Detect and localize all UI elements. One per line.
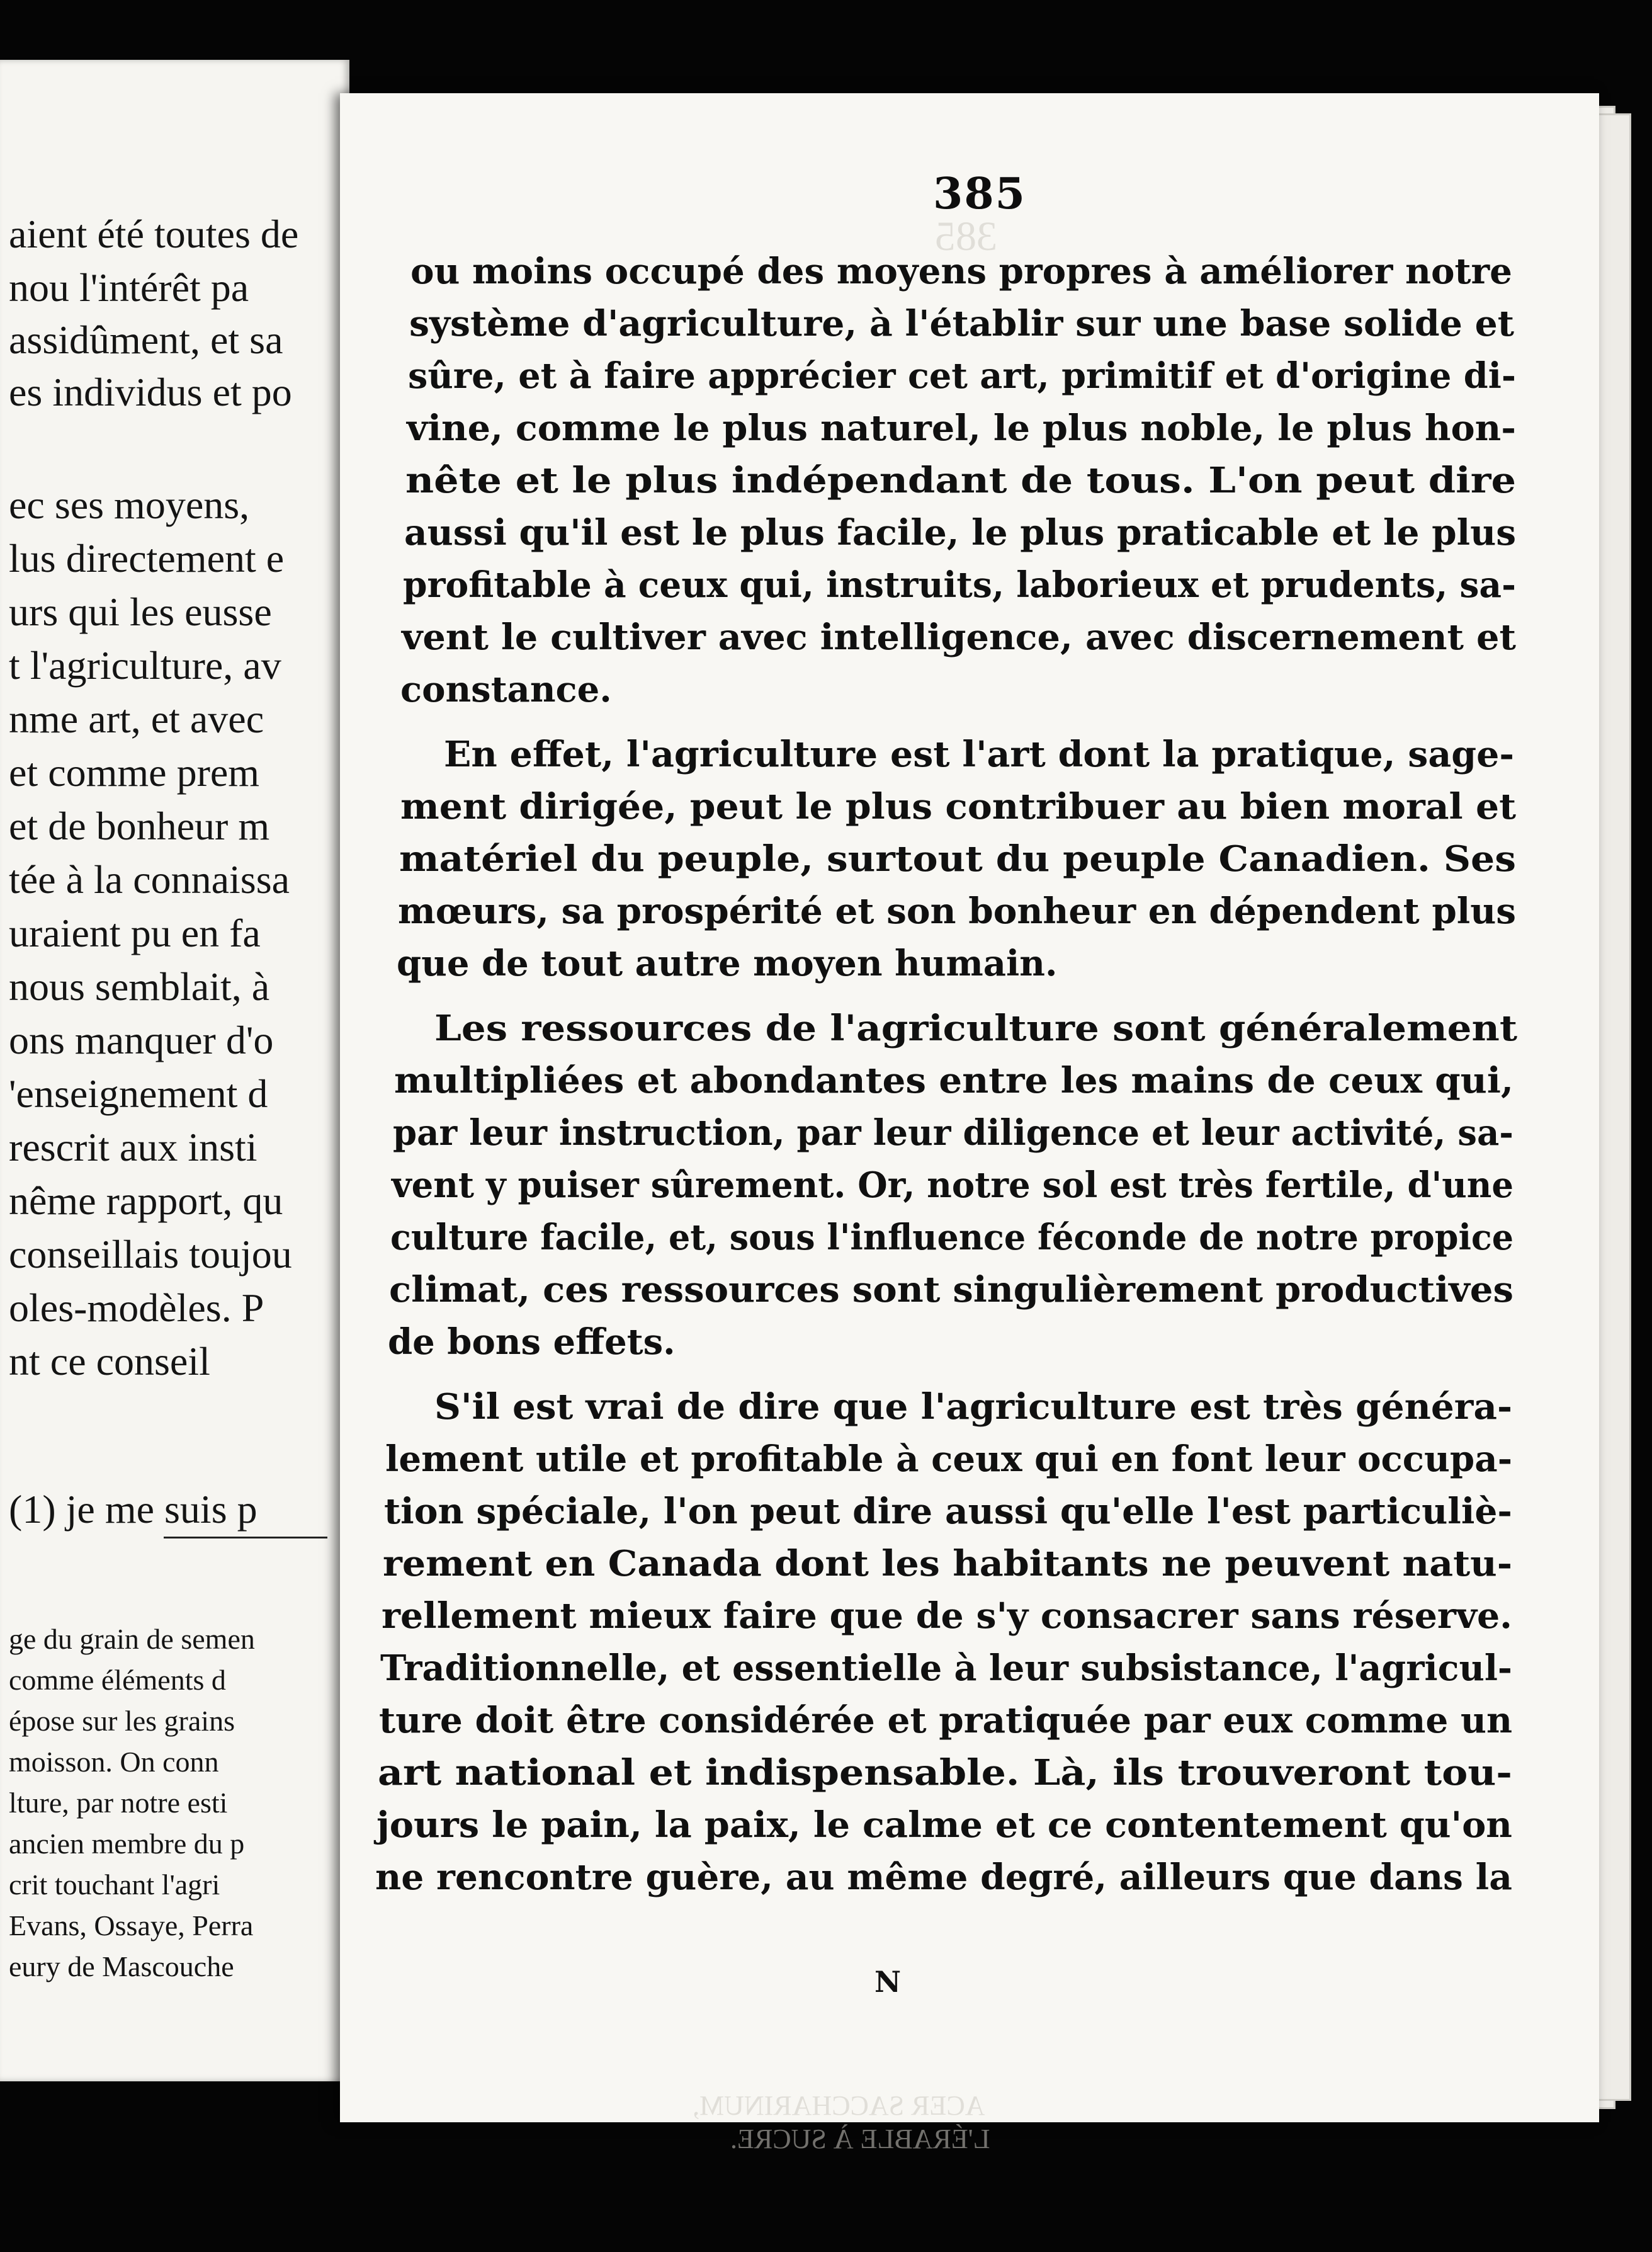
left-page-line: (1) je me suis p [9,1487,257,1532]
body-line: sûre, et à faire apprécier cet art, primitif et d'origine di- [408,355,1516,397]
left-page-line: oles-modèles. P [9,1285,264,1330]
left-page-line: lus directement e [9,536,285,581]
body-line: Traditionnelle, et essentielle à leur subsistance, l'agricul- [380,1647,1512,1689]
footnote-line: ancien membre du p [9,1828,245,1860]
body-line: En effet, l'agriculture est l'art dont la pratique, sage- [444,734,1514,775]
left-page-line: urs qui les eusse [9,589,272,634]
show-through-caption-1: ACER SACCHARINUM, [693,2090,985,2121]
left-page-line: conseillais toujou [9,1232,292,1277]
body-line: ou moins occupé des moyens propres à améliorer notre [410,251,1512,292]
footnote-line: Evans, Ossaye, Perra [9,1909,254,1942]
body-line: Les ressources de l'agriculture sont généralement [434,1008,1518,1049]
body-line: jours le pain, la paix, le calme et ce contentement qu'on [376,1804,1512,1846]
page-number: 385 [933,169,1026,219]
left-page-line: aient été toutes de [9,212,299,256]
body-line: ment dirigée, peut le plus contribuer au bien moral et [400,786,1517,827]
body-line: que de tout autre moyen humain. [397,943,1058,984]
left-page-line: ec ses moyens, [9,482,250,527]
left-page-line: ons manquer d'o [9,1018,274,1062]
footnote-rule [164,1537,327,1538]
show-through-caption-2: L'ÉRABLE À SUCRE. [730,2124,990,2154]
body-line: par leur instruction, par leur diligence et leur activité, sa- [393,1112,1513,1154]
left-page-line: et de bonheur m [9,804,270,848]
footnote-line: lture, par notre esti [9,1787,228,1819]
left-page-line: nt ce conseil [9,1339,210,1384]
body-line: culture facile, et, sous l'influence féconde de notre propice [390,1217,1514,1258]
left-page-line: assidûment, et sa [9,317,283,362]
left-page [0,60,349,2081]
body-line: système d'agriculture, à l'établir sur une base solide et [409,303,1514,344]
signature-mark: N [874,1965,902,1999]
left-page-line: nous semblait, à [9,964,270,1009]
footnote-line: crit touchant l'agri [9,1868,220,1901]
left-page-line: nme art, et avec [9,697,264,741]
body-line: vine, comme le plus naturel, le plus noble, le plus hon- [407,407,1516,449]
body-line: lement utile et profitable à ceux qui en font leur occupa- [385,1438,1513,1480]
body-line: aussi qu'il est le plus facile, le plus praticable et le plus [404,512,1517,554]
body-line: ture doit être considérée et pratiquée par eux comme un [379,1700,1513,1741]
left-page-line: uraient pu en fa [9,911,261,955]
left-page-line: es individus et po [9,370,292,414]
body-line: tion spéciale, l'on peut dire aussi qu'elle l'est particuliè- [384,1491,1512,1532]
body-line: constance. [400,669,612,710]
left-page-line: t l'agriculture, av [9,643,281,688]
body-line: nête et le plus indépendant de tous. L'on peut dire [405,460,1517,501]
body-line: S'il est vrai de dire que l'agriculture est très généra- [434,1386,1513,1428]
left-page-text [0,60,349,2081]
footnote-line: ge du grain de semen [9,1623,255,1655]
left-page-line: et comme prem [9,750,260,795]
body-line: profitable à ceux qui, instruits, laborieux et prudents, sa- [403,564,1516,606]
body-line: rellement mieux faire que de s'y consacrer sans réserve. [382,1595,1512,1637]
body-line: climat, ces ressources sont singulièrement productives [389,1269,1513,1311]
show-through-number: 385 [935,213,997,259]
left-page-line: nou l'intérêt pa [9,265,249,310]
left-page-line: tée à la connaissa [9,857,290,902]
left-page-line: 'enseignement d [9,1071,268,1116]
footnote-line: eury de Mascouche [9,1950,234,1982]
body-line: vent le cultiver avec intelligence, avec discernement et [402,617,1516,658]
body-line: art national et indispensable. Là, ils trouveront tou- [378,1752,1512,1794]
footnote-line: moisson. On conn [9,1746,219,1778]
body-line: mœurs, sa prospérité et son bonheur en dépendent plus [398,890,1517,932]
footnote-line: comme éléments d [9,1664,226,1696]
body-line: matériel du peuple, surtout du peuple Canadien. Ses [399,838,1516,880]
body-line: multipliées et abondantes entre les mains de ceux qui, [394,1060,1514,1101]
body-line: ne rencontre guère, au même degré, ailleurs que dans la [375,1857,1512,1898]
body-line: vent y puiser sûrement. Or, notre sol est très fertile, d'une [392,1164,1514,1206]
body-line: de bons effets. [388,1321,676,1363]
left-page-line: rescrit aux insti [9,1125,257,1169]
footnote-line: épose sur les grains [9,1705,235,1737]
body-line: rement en Canada dont les habitants ne peuvent natu- [383,1543,1513,1584]
left-page-line: nême rapport, qu [9,1178,283,1223]
